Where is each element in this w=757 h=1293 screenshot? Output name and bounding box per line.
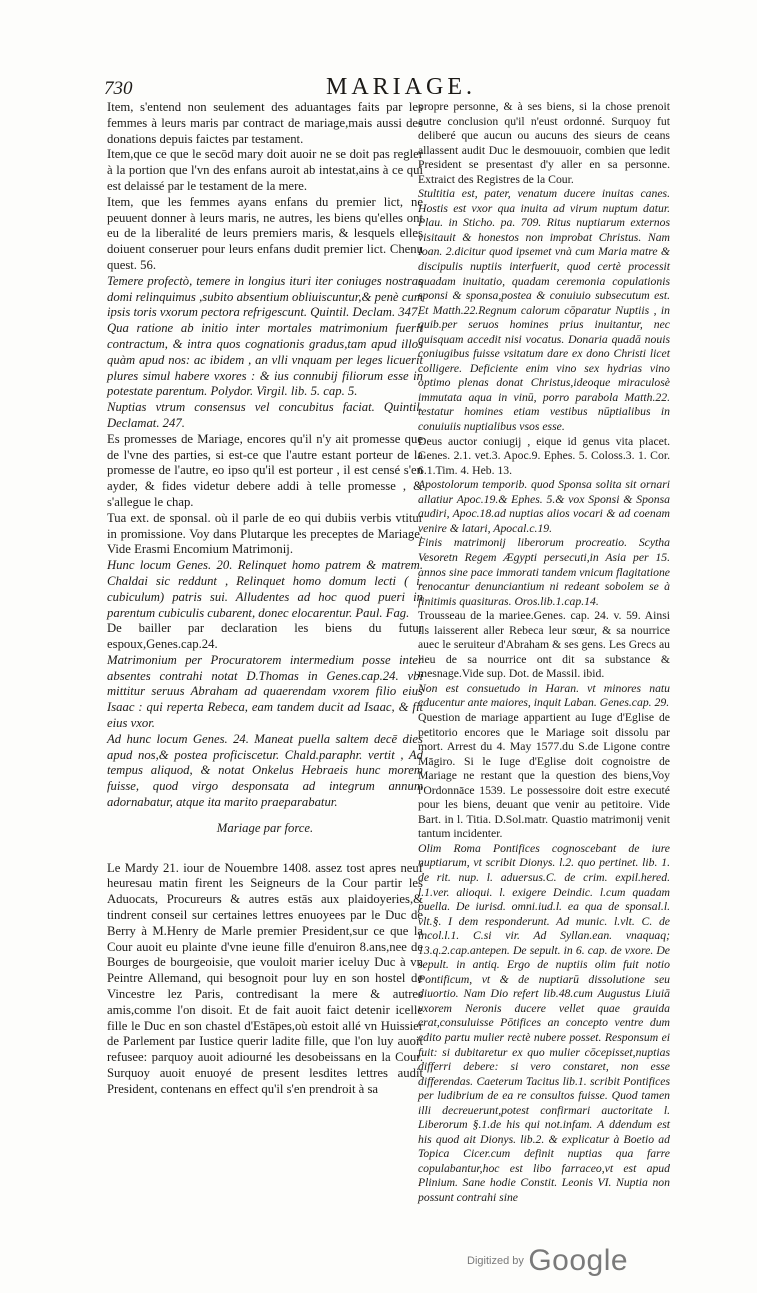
paragraph: Tua ext. de sponsal. où il parle de eo qui dubiis verbis vtitur in promissione. Voy dans Plutarque les preceptes de Mariage. Vide Erasmi Encomium Matrimonij.: [107, 510, 423, 557]
paragraph: Qua ratione ab initio inter mortales matrimonium fuerit contractum, & intra quos cognationis gradus,tam apud illos quàm apud nos: ac ibidem , an vlli vnquam per leges licuerit plures simul habere vxores : & ius connubij filiorum esse in potestate parentum. Polydor. Virgil. lib. 5. cap. 5.: [107, 321, 423, 399]
paragraph: Item, que les femmes ayans enfans du premier lict, ne peuuent donner à leurs maris, ne autres, les biens qu'elles ont eu de la liberalité de leurs premiers maris, & lesquels elles doiuent conseruer pour leurs enfans dudit premier lict. Chenu quest. 56.: [107, 194, 423, 272]
page-number: 730: [104, 78, 133, 99]
running-title: MARIAGE.: [326, 74, 476, 100]
paragraph: Es promesses de Mariage, encores qu'il n'y ait promesse que de l'vne des parties, si est-ce que l'autre estant porteur de la promesse de l'autre, eo ipso qu'il est porteur , il est censé s'en ayder, & fides videtur debere addi à telle promesse , & s'allegue le chap.: [107, 431, 423, 509]
paragraph: Item,que ce que le secōd mary doit auoir ne se doit pas regler à la portion que l'vn des enfans auroit ab intestat,ains à ce qui est delaissé par le testament de la mere.: [107, 147, 423, 193]
paragraph: Trousseau de la mariee.Genes. cap. 24. v. 59. Ainsi ils laisserent aller Rebeca leur sœur, & sa nourrice auec le seruiteur d'Abraham & ses gens. Les Grecs au lieu de sa nourrice ont dit sa substance & mesnage.Vide sup. Dot. de Massil. ibid.: [418, 609, 670, 681]
paragraph: Finis matrimonij liberorum procreatio. Scytha Vesoretn Regem Ægypti persecuti,in Asia per 15. annos sine pace immorati tandem vnicum flagitatione renocantur denunciantium ni redeant sobolem se à finitimis quasituras. Oros.lib.1.cap.14.: [418, 536, 670, 608]
paragraph: Non est consuetudo in Haran. vt minores natu educentur ante maiores, inquit Laban. Genes.cap. 29.: [418, 681, 670, 710]
paragraph: Ad hunc locum Genes. 24. Maneat puella saltem decē dies apud nos,& postea proficiscetur. Chald.paraphr. vertit , Ad tempus aliquod, & notat Onkelus Hebraeis hunc morem fuisse, quod virgo desponsata ad integrum annum adornabatur, atque ita marito praeparabatur.: [107, 731, 423, 810]
digitized-by-google-watermark: [467, 1244, 628, 1278]
paragraph: Matrimonium per Procuratorem intermedium posse inter absentes contrahi notat D.Thomas in Genes.cap.24. vbi mittitur seruus Abraham ad quaerendam vxorem filio eius Isaac : qui reperta Rebeca, eam tandem ducit ad Isaac, & fit eius vxor.: [107, 652, 423, 731]
paragraph: Question de mariage appartient au Iuge d'Eglise de petitorio encores que le Mariage soit dissolu par mort. Arrest du 4. May 1577.du S.de Ligone contre Māgiro. Si le Iuge d'Eglise doit cognoistre de Mariage ne restant que la question des biens,Voy l'Ordonnāce 1539. Le possessoire doit estre executé pour les biens, deuant que venir au petitoire. Vide Bart. in l. Titia. D.Sol.matr. Quastio matrimonij venit tantum incidenter.: [418, 710, 670, 841]
paragraph: Temere profectò, temere in longius ituri iter coniuges nostras domi relinquimus ,subito absentium obliuiscuntur,& penè cum ipsis toris vxorum pectora refrigescunt. Quintil. Declam. 347.: [107, 273, 423, 320]
page-header: [104, 74, 660, 102]
paragraph: Nuptias vtrum consensus vel concubitus faciat. Quintil. Declamat. 247.: [107, 400, 423, 430]
right-text-column: [418, 100, 670, 1206]
google-logo: Google: [528, 1244, 629, 1277]
paragraph: De bailler par declaration les biens du futur espoux,Genes.cap.24.: [107, 621, 423, 652]
paragraph: propre personne, & à ses biens, si la chose prenoit autre conclusion qu'il n'eust ordonné. Surquoy fut deliberé que aucun ou aucuns des sieurs de ceans allassent audit Duc le desmouuoir, combien que ledit President se presentast d'y aller en sa personne. Extraict des Registres de la Cour.: [418, 100, 670, 186]
paragraph: [107, 847, 423, 861]
paragraph: Deus auctor coniugij , eique id genus vita placet. Genes. 2.1. vet.3. Apoc.9. Ephes. 5. Coloss.3. 1. Cor. 6.1.Tim. 4. Heb. 13.: [418, 434, 670, 477]
watermark-prefix: Digitized by: [467, 1255, 524, 1267]
paragraph: Olim Roma Pontifices cognoscebant de iure nuptiarum, vt scribit Dionys. l.2. quo pertinet. lib. 1. de rit. nup. l. aduersus.C. de crim. expil.hered. l.1.ver. alioqui. l. exigere Deindic. l.cum quadam puella. De iurisd. omni.iud.l. ea qua de sponsal.l. vlt.§. I dem responderunt. Ad munic. l.vlt. C. de incol.l.1. C.si vir. Ad Syllan.ean. vnaquaq; 13.q.2.cap.antepen. De sepult. in 6. cap. de vxore. De sepult. in antiq. Ergo de nuptiis olim fuit notio Pontificum, vt & de nuptiarū dissolutione seu diuortio. Nam Dio refert lib.48.cum Augustus Liuiā vxorem Neronis ducere vellet quae grauida erat,consuluisse Pōtifices an concepto ventre dum edito partu mulier rectè nubere posset. Responsum ei fuit: si dubitaretur ex quo mulier cōcepisset,nuptias differri debere: si vero constaret, non esse differendas. Caeterum Tacitus lib.1. scribit Pontifices per ludibrium de ea re consultos fuisse. Quod tamen illi decreuerunt,potest confirmari auctoritate l. Liberorum §.1.de his qui not.infam. A ddendum est his quod ait Dionys. lib.2. & explicatur à Boetio ad Topica Cicer.cum definit nuptias qua farre copulabantur,hoc est libo farraceo,vt est apud Plinium. Sane hodie Constit. Leonis VI. Nuptia non possunt contrahi sine: [418, 841, 670, 1205]
paragraph: Hunc locum Genes. 20. Relinquet homo patrem & matrem. Chaldai sic reddunt , Relinquet homo domum lecti ( i. cubiculum) patris sui. Alludentes ad hoc quod pueri in parentum cubiculis cubarent, donec elocarentur. Paul. Fag.: [107, 558, 423, 620]
paragraph: Le Mardy 21. iour de Nouembre 1408. assez tost apres neuf heuresau matin firent les Seigneurs de la Cour partir les Aduocats, Procureurs & autres estās aux plaidoyeries,& tindrent conseil sur certaines lettres enuoyees par le Duc de Berry à M.Henry de Marle premier President,sur ce que la Cour auoit eu plainte d'vne ieune fille d'enuiron 8.ans,nee de Bourges de bourgeoisie, que vouloit marier iceluy Duc à vn Peintre Allemand, qui besognoit pour luy en son hostel de Vincestre lez Paris, contredisant la mere & autres amis,comme l'on disoit. Et de fait auoit faict detenir icelle fille le Duc en son chastel d'Estāpes,où estoit allé vn Huissier de Parlement par Iustice querir ladite fille, que l'on luy auoit refusee: parquoy auoit adiourné les desobeissans en la Cour. Surquoy auoit enuoyé de present lesdites lettres audit President, contenans en effect qu'il s'en prendroit à sa: [107, 860, 423, 1096]
paragraph: Stultitia est, pater, venatum ducere inuitas canes. Hostis est vxor qua inuita ad virum nuptum datur. Plau. in Sticho. pa. 709. Ritus nuptiarum externos visitauit & honestos non improbat Christus. Nam Ioan. 2.dicitur quod ipsemet vnà cum Maria matre & discipulis nuptiis interfuerit, quod certè processit quadam inuitatio, quadam ceremonia copulationis sponsi & sponsa,postea & conuiuio subsecutum est. Et Matth.22.Regnum calorum cōparatur Nuptiis , in quib.per seruos homines prius inuitantur, nec quisquam accedit nisi vocatus. Donaria quadā nouis coniugibus fuisse vsitatum dare ex dono Christi licet colligere. Deficiente enim vino sex hydrias vino optimo plenas donat Christus,ideoque miraculosè immutata aqua in vinū, porro parabola Matth.22. testatur homines etiam vestibus nūptialibus in conuiuiis nuptialibus vsos esse.: [418, 187, 670, 434]
left-text-column: [107, 100, 423, 1098]
paragraph: Apostolorum temporib. quod Sponsa solita sit ornari allatiur Apoc.19.& Ephes. 5.& vox Sponsi & Sponsa audiri, Apoc.18.ad nuptias alios vocari & ad coenam venire & latari, Apocal.c.19.: [418, 478, 670, 535]
paragraph: Item, s'entend non seulement des aduantages faits par les femmes à leurs maris par contract de mariage,mais aussi des donations depuis faictes par testament.: [107, 100, 423, 146]
section-heading: Mariage par force.: [216, 820, 314, 835]
